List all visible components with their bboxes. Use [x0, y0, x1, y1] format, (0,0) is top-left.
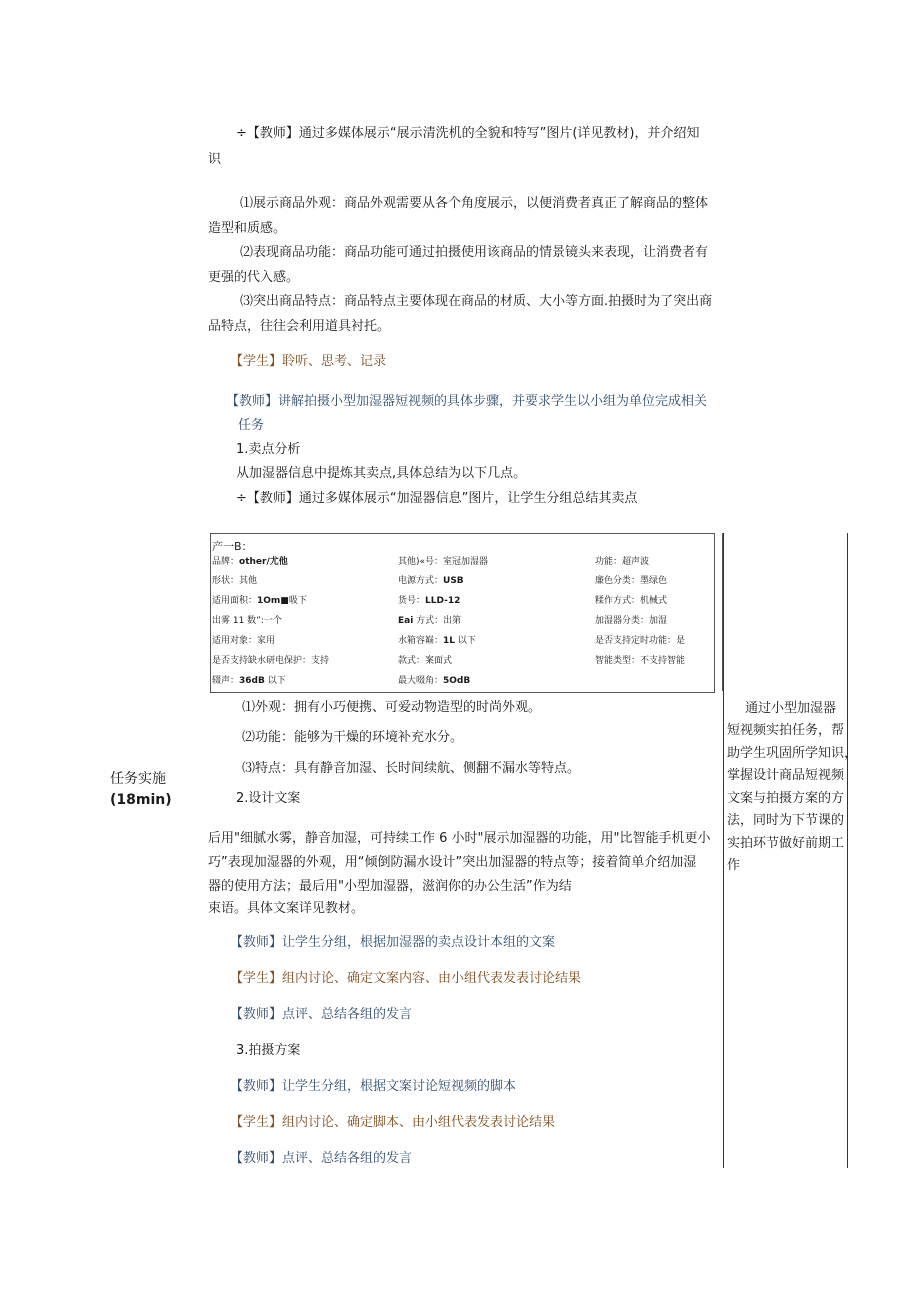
selling-point-appearance: ⑴外观：拥有小巧便携、可爱动物造型的时尚外观。: [242, 700, 542, 715]
spec-mist-outlets: 出雾 11 数”:一个: [212, 616, 282, 626]
teacher-group-copy: 【教师】让学生分组，根据加湿器的卖点设计本组的文案: [230, 935, 556, 950]
selling-point-feature: ⑶特点：具有静音加湿、长时间续航、侧翻不漏水等特点。: [242, 761, 581, 776]
spec-protection: 是否支持缺水研电保护：支持: [212, 656, 330, 666]
point-feature-line1: ⑶突出商品特点：商品特点主要体现在商品的材质、大小等方面.拍摄时为了突出商: [240, 294, 713, 309]
stage-label: 任务实施: [110, 771, 166, 787]
step-selling-points-desc: 从加湿器信息中提炼其卖点,具体总结为以下几点。: [236, 466, 527, 481]
spec-timer: 是否支持定时功能：是: [595, 636, 686, 646]
teacher-show-info: ÷【教师】通过多媒体展示“加湿器信息”图片，让学生分组总结其卖点: [236, 491, 638, 506]
teacher-group-script: 【教师】让学生分组，根据文案讨论短视频的脚本: [230, 1079, 517, 1094]
table-column-divider-right: [847, 533, 848, 1168]
copy-line2: 巧”表现加湿器的外观，用“倾倒防漏水设计”突出加湿器的特点等；接着简单介绍加湿: [208, 855, 697, 870]
step-selling-points: 1.卖点分析: [236, 442, 301, 457]
teacher-review-2: 【教师】点评、总结各组的发言: [230, 1151, 413, 1166]
design-intent-line6: 法，同时为下节课的: [727, 813, 845, 828]
teacher-task-line2: 任务: [238, 418, 265, 433]
spec-operation: 糅作方式：机械式: [595, 596, 668, 606]
spec-header: 产一B：: [212, 540, 253, 553]
point-function-line1: ⑵表现商品功能：商品功能可通过拍摄使用该商品的情景镜头来表现，让消费者有: [240, 245, 709, 260]
teacher-intro-line2: 识: [208, 152, 222, 167]
spec-mist-mode: Eai 方式：出第: [398, 616, 462, 626]
spec-item-no: 货号：LLD-12: [398, 596, 461, 606]
design-intent-line8: 作: [727, 858, 741, 873]
table-column-divider-left: [723, 533, 724, 1168]
design-intent-line2: 短视频实拍任务，帮: [727, 723, 845, 738]
design-intent-line7: 实拍环节做好前期工: [727, 836, 845, 851]
design-intent-line4: 掌握设计商品短视频: [727, 768, 845, 783]
point-appearance-line2: 造型和质感。: [208, 221, 287, 236]
spec-area: 适用面积：1Om■吸下: [212, 596, 307, 606]
point-function-line2: 更强的代入感。: [208, 270, 300, 285]
spec-style: 款式：案面式: [398, 656, 453, 666]
selling-point-function: ⑵功能：能够为干燥的环境补充水分。: [242, 730, 464, 745]
spec-tank: 水箱容巅：1L 以下: [398, 636, 476, 646]
step-copywriting: 2.设计文案: [236, 791, 301, 806]
spec-target: 适用对象：家用: [212, 636, 276, 646]
point-feature-line2: 品特点，往往会利用道具衬托。: [208, 319, 391, 334]
spec-shape: 形状：其他: [212, 576, 258, 586]
student-activity-1: 【学生】聆听、思考、记录: [230, 354, 387, 369]
copy-line3: 器的使用方法；最后用"小型加湿器，滋润你的办公生活”作为结: [208, 879, 572, 894]
spec-power: 电源方式：USB: [398, 576, 464, 586]
stage-duration: (18min): [110, 792, 172, 808]
design-intent-line5: 文案与拍摄方案的方: [727, 791, 845, 806]
teacher-task-line1: 【教师】讲解拍摄小型加湿器短视频的具体步骤，并要求学生以小组为单位完成相关: [226, 394, 708, 409]
spec-function: 功能：超声波: [595, 557, 650, 567]
spec-model: 其他)«号：室冠加湿器: [398, 557, 489, 567]
copy-line1: 后用"细腻水雾，静音加湿，可持续工作 6 小时"展示加湿器的功能，用"比智能手机更小: [208, 831, 711, 846]
step-shooting-plan: 3.拍摄方案: [236, 1043, 301, 1058]
point-appearance-line1: ⑴展示商品外观：商品外观需要从各个角度展示，以便消费者真正了解商品的整体: [240, 196, 709, 211]
spec-brand: 品牌：other/尤他: [212, 557, 288, 567]
spec-smart: 智能类型：不支持智能: [595, 656, 686, 666]
teacher-intro-line1: ÷【教师】通过多媒体展示“展示清洗机的全貌和特写”图片(详见教材)，并介绍知: [236, 126, 700, 141]
student-discuss-script: 【学生】组内讨论、确定脚本、由小组代表发表讨论结果: [230, 1115, 556, 1130]
student-discuss-copy: 【学生】组内讨论、确定文案内容、由小组代表发表讨论结果: [230, 971, 582, 986]
spec-max-noise: 最大啜角：5OdB: [398, 676, 471, 686]
teacher-review-1: 【教师】点评、总结各组的发言: [230, 1007, 413, 1022]
spec-category: 加湿器分类：加湿: [595, 616, 668, 626]
spec-noise: 辍声：36dB 以下: [212, 676, 286, 686]
design-intent-line3: 助学生巩固所学知识，: [727, 746, 858, 761]
copy-line4: 束语。具体文案详见教材。: [208, 901, 365, 916]
spec-color: 廉色分类：墨绿色: [595, 576, 668, 586]
design-intent-line1: 通过小型加湿器: [745, 701, 837, 716]
